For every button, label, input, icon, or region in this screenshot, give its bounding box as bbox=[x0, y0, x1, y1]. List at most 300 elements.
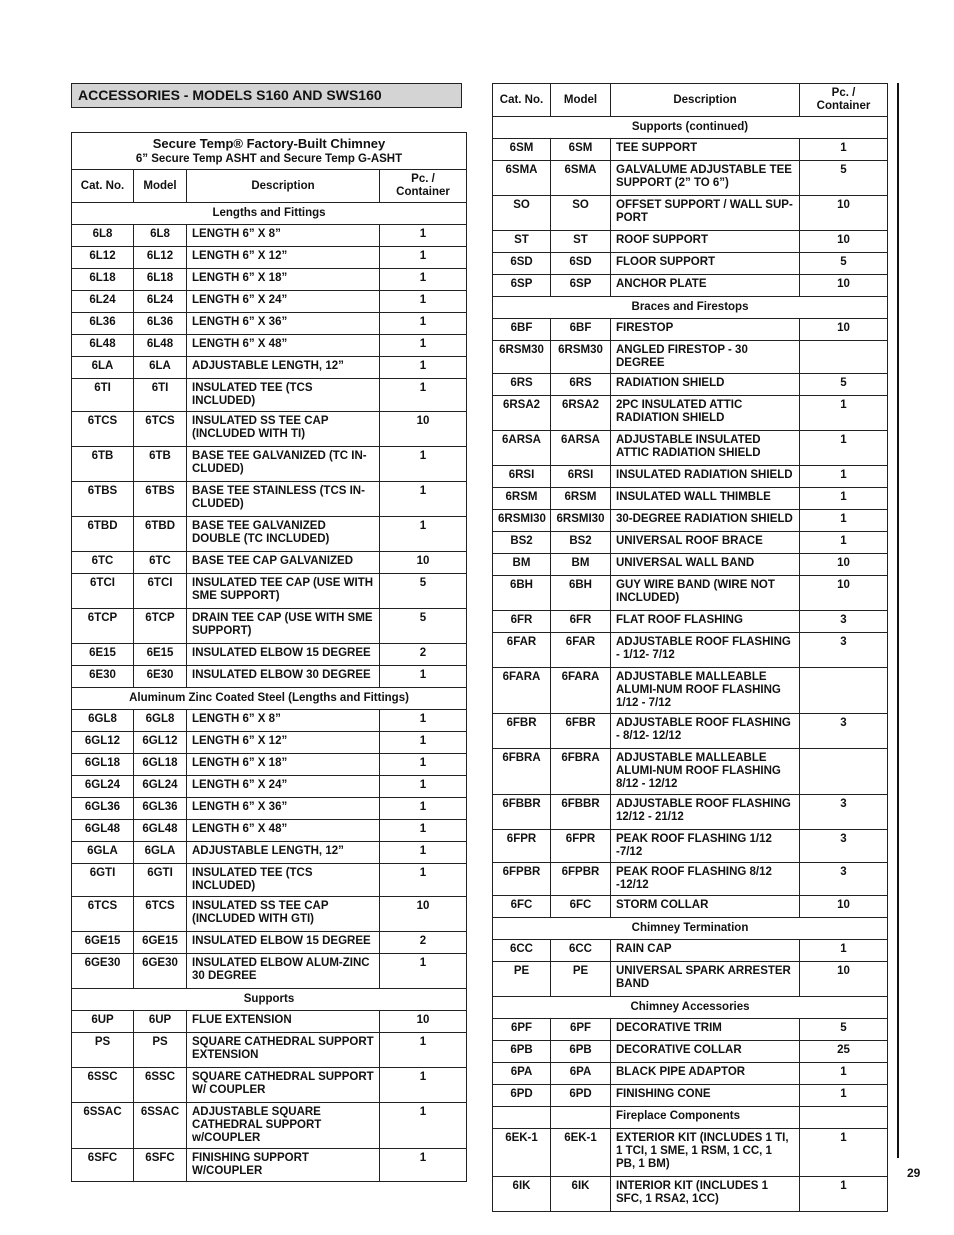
description-cell: DECORATIVE TRIM bbox=[611, 1019, 800, 1041]
table-row bbox=[72, 798, 467, 820]
description-cell: DRAIN TEE CAP (USE WITH SME SUPPORT) bbox=[187, 609, 380, 644]
model-cell: 6CC bbox=[551, 940, 611, 962]
description-cell: FLAT ROOF FLASHING bbox=[611, 611, 800, 633]
cat-no-cell: 6GL12 bbox=[72, 732, 134, 754]
cat-no-cell: 6E30 bbox=[72, 666, 134, 688]
section-row bbox=[493, 918, 888, 940]
model-cell: 6GE30 bbox=[134, 954, 187, 989]
description-cell: INTERIOR KIT (INCLUDES 1 SFC, 1 RSA2, 1CC) bbox=[611, 1177, 800, 1212]
section-row bbox=[493, 117, 888, 139]
cat-no-cell: 6IK bbox=[493, 1177, 551, 1212]
model-cell: 6GL18 bbox=[134, 754, 187, 776]
table-row bbox=[493, 319, 888, 341]
cat-no-cell: 6GL18 bbox=[72, 754, 134, 776]
table-row bbox=[493, 633, 888, 668]
table-row bbox=[72, 247, 467, 269]
pc-container-cell: 3 bbox=[800, 633, 888, 668]
pc-container-cell: 1 bbox=[380, 842, 467, 864]
model-cell: 6SMA bbox=[551, 161, 611, 196]
description-cell: 30-DEGREE RADIATION SHIELD bbox=[611, 510, 800, 532]
description-cell: UNIVERSAL SPARK ARRESTER BAND bbox=[611, 962, 800, 997]
pc-container-cell: 1 bbox=[800, 510, 888, 532]
header-pc-container: Pc. / Container bbox=[800, 84, 888, 117]
description-cell: LENGTH 6” X 36” bbox=[187, 313, 380, 335]
model-cell: 6L12 bbox=[134, 247, 187, 269]
table-row bbox=[493, 1107, 888, 1129]
description-cell: Fireplace Components bbox=[611, 1107, 800, 1129]
pc-container-cell: 1 bbox=[800, 431, 888, 466]
cat-no-cell: 6RSI bbox=[493, 466, 551, 488]
cat-no-cell: 6FAR bbox=[493, 633, 551, 668]
cat-no-cell: 6TBS bbox=[72, 482, 134, 517]
model-cell: 6RSI bbox=[551, 466, 611, 488]
pc-container-cell: 1 bbox=[800, 466, 888, 488]
section-label: Braces and Firestops bbox=[493, 297, 888, 319]
table-row bbox=[493, 1041, 888, 1063]
cat-no-cell: 6EK-1 bbox=[493, 1129, 551, 1177]
pc-container-cell: 5 bbox=[800, 253, 888, 275]
cat-no-cell: 6SSAC bbox=[72, 1103, 134, 1149]
cat-no-cell: 6L8 bbox=[72, 225, 134, 247]
section-label: Lengths and Fittings bbox=[72, 203, 467, 225]
model-cell: 6FPR bbox=[551, 830, 611, 863]
cat-no-cell: 6SM bbox=[493, 139, 551, 161]
pc-container-cell: 1 bbox=[800, 1129, 888, 1177]
model-cell: 6TCI bbox=[134, 574, 187, 609]
model-cell: 6TBD bbox=[134, 517, 187, 552]
cat-no-cell: 6BH bbox=[493, 576, 551, 611]
table-row bbox=[72, 335, 467, 357]
pc-container-cell: 10 bbox=[380, 552, 467, 574]
model-cell: 6RS bbox=[551, 374, 611, 396]
description-cell: ANCHOR PLATE bbox=[611, 275, 800, 297]
pc-container-cell: 1 bbox=[380, 357, 467, 379]
cat-no-cell: 6SSC bbox=[72, 1068, 134, 1103]
cat-no-cell: 6GL8 bbox=[72, 710, 134, 732]
pc-container-cell: 10 bbox=[800, 896, 888, 918]
section-row bbox=[72, 203, 467, 225]
cat-no-cell: 6RSM30 bbox=[493, 341, 551, 374]
cat-no-cell: BM bbox=[493, 554, 551, 576]
cat-no-cell: 6RS bbox=[493, 374, 551, 396]
cat-no-cell: ST bbox=[493, 231, 551, 253]
cat-no-cell: 6L36 bbox=[72, 313, 134, 335]
table-row bbox=[72, 269, 467, 291]
header-description: Description bbox=[611, 84, 800, 117]
table-row bbox=[493, 830, 888, 863]
cat-no-cell: 6TC bbox=[72, 552, 134, 574]
model-cell: 6L18 bbox=[134, 269, 187, 291]
table-row bbox=[493, 896, 888, 918]
description-cell: FLUE EXTENSION bbox=[187, 1011, 380, 1033]
description-cell: ADJUSTABLE SQUARE CATHEDRAL SUPPORT w/COUPLER bbox=[187, 1103, 380, 1149]
model-cell: PS bbox=[134, 1033, 187, 1068]
description-cell: GUY WIRE BAND (WIRE NOT INCLUDED) bbox=[611, 576, 800, 611]
pc-container-cell: 1 bbox=[380, 291, 467, 313]
pc-container-cell: 10 bbox=[800, 275, 888, 297]
description-cell: INSULATED ELBOW 15 DEGREE bbox=[187, 644, 380, 666]
model-cell: 6RSA2 bbox=[551, 396, 611, 431]
model-cell: 6SP bbox=[551, 275, 611, 297]
table-row bbox=[493, 253, 888, 275]
pc-container-cell: 1 bbox=[800, 532, 888, 554]
pc-container-cell: 2 bbox=[380, 932, 467, 954]
pc-container-cell bbox=[800, 1107, 888, 1129]
pc-container-cell: 1 bbox=[800, 1177, 888, 1212]
cat-no-cell: 6PB bbox=[493, 1041, 551, 1063]
model-cell: 6GE15 bbox=[134, 932, 187, 954]
description-cell: LENGTH 6” X 8” bbox=[187, 710, 380, 732]
pc-container-cell: 10 bbox=[380, 897, 467, 932]
table-row bbox=[493, 863, 888, 896]
description-cell: INSULATED TEE (TCS INCLUDED) bbox=[187, 864, 380, 897]
cat-no-cell: PE bbox=[493, 962, 551, 997]
pc-container-cell: 1 bbox=[380, 269, 467, 291]
description-cell: ADJUSTABLE INSULATED ATTIC RADIATION SHIELD bbox=[611, 431, 800, 466]
pc-container-cell: 1 bbox=[380, 666, 467, 688]
pc-container-cell: 5 bbox=[380, 574, 467, 609]
cat-no-cell: 6UP bbox=[72, 1011, 134, 1033]
cat-no-cell: SO bbox=[493, 196, 551, 231]
table-row bbox=[493, 668, 888, 714]
section-label: Chimney Termination bbox=[493, 918, 888, 940]
model-cell: 6GL24 bbox=[134, 776, 187, 798]
cat-no-cell: 6ARSA bbox=[493, 431, 551, 466]
description-cell: INSULATED TEE (TCS INCLUDED) bbox=[187, 379, 380, 412]
description-cell: ADJUSTABLE LENGTH, 12” bbox=[187, 357, 380, 379]
table-row bbox=[72, 776, 467, 798]
description-cell: ADJUSTABLE MALLEABLE ALUMI-NUM ROOF FLASHING 8/12 - 12/12 bbox=[611, 749, 800, 795]
table-row bbox=[493, 1085, 888, 1107]
table-row bbox=[72, 864, 467, 897]
header-cat-no: Cat. No. bbox=[72, 170, 134, 203]
description-cell: LENGTH 6” X 8” bbox=[187, 225, 380, 247]
cat-no-cell: 6FC bbox=[493, 896, 551, 918]
model-cell: 6FBR bbox=[551, 714, 611, 749]
description-cell: LENGTH 6” X 48” bbox=[187, 335, 380, 357]
description-cell: UNIVERSAL ROOF BRACE bbox=[611, 532, 800, 554]
cat-no-cell: 6E15 bbox=[72, 644, 134, 666]
table-row bbox=[72, 291, 467, 313]
table-row bbox=[72, 932, 467, 954]
cat-no-cell: 6GLA bbox=[72, 842, 134, 864]
model-cell: 6FC bbox=[551, 896, 611, 918]
cat-no-cell: 6CC bbox=[493, 940, 551, 962]
description-cell: ADJUSTABLE ROOF FLASHING - 1/12- 7/12 bbox=[611, 633, 800, 668]
model-cell: SO bbox=[551, 196, 611, 231]
pc-container-cell: 1 bbox=[380, 247, 467, 269]
description-cell: SQUARE CATHEDRAL SUPPORT W/ COUPLER bbox=[187, 1068, 380, 1103]
model-cell: 6LA bbox=[134, 357, 187, 379]
model-cell: 6TB bbox=[134, 447, 187, 482]
pc-container-cell: 3 bbox=[800, 714, 888, 749]
model-cell: 6BH bbox=[551, 576, 611, 611]
section-label: Chimney Accessories bbox=[493, 997, 888, 1019]
description-cell: INSULATED ELBOW 15 DEGREE bbox=[187, 932, 380, 954]
pc-container-cell: 1 bbox=[380, 379, 467, 412]
pc-container-cell: 1 bbox=[380, 732, 467, 754]
model-cell: 6PF bbox=[551, 1019, 611, 1041]
table-row bbox=[72, 225, 467, 247]
description-cell: INSULATED SS TEE CAP (INCLUDED WITH TI) bbox=[187, 412, 380, 447]
model-cell: 6BF bbox=[551, 319, 611, 341]
table-row bbox=[72, 1011, 467, 1033]
table-row bbox=[493, 374, 888, 396]
table-row bbox=[493, 962, 888, 997]
cat-no-cell: 6L18 bbox=[72, 269, 134, 291]
cat-no-cell: 6SP bbox=[493, 275, 551, 297]
model-cell: 6E15 bbox=[134, 644, 187, 666]
table-row bbox=[72, 732, 467, 754]
description-cell: FINISHING CONE bbox=[611, 1085, 800, 1107]
cat-no-cell: 6TCS bbox=[72, 897, 134, 932]
header-model: Model bbox=[551, 84, 611, 117]
table-row bbox=[493, 749, 888, 795]
model-cell: 6FAR bbox=[551, 633, 611, 668]
description-cell: BASE TEE GALVANIZED (TC IN-CLUDED) bbox=[187, 447, 380, 482]
cat-no-cell: 6TCP bbox=[72, 609, 134, 644]
pc-container-cell: 5 bbox=[380, 609, 467, 644]
table-row bbox=[72, 820, 467, 842]
section-row bbox=[493, 297, 888, 319]
pc-container-cell: 3 bbox=[800, 611, 888, 633]
table-row bbox=[493, 510, 888, 532]
table-row bbox=[493, 1063, 888, 1085]
table-row bbox=[72, 412, 467, 447]
cat-no-cell: 6SMA bbox=[493, 161, 551, 196]
section-label: Supports bbox=[72, 989, 467, 1011]
table-row bbox=[493, 554, 888, 576]
description-cell: SQUARE CATHEDRAL SUPPORT EXTENSION bbox=[187, 1033, 380, 1068]
table-subtitle: 6” Secure Temp ASHT and Secure Temp G-ASHT bbox=[135, 153, 403, 165]
description-cell: OFFSET SUPPORT / WALL SUP-PORT bbox=[611, 196, 800, 231]
table-row bbox=[72, 1033, 467, 1068]
cat-no-cell: PS bbox=[72, 1033, 134, 1068]
cat-no-cell: 6GL36 bbox=[72, 798, 134, 820]
cat-no-cell: 6TBD bbox=[72, 517, 134, 552]
cat-no-cell: 6PF bbox=[493, 1019, 551, 1041]
cat-no-cell: 6TB bbox=[72, 447, 134, 482]
model-cell: 6EK-1 bbox=[551, 1129, 611, 1177]
pc-container-cell: 10 bbox=[800, 196, 888, 231]
model-cell: 6L36 bbox=[134, 313, 187, 335]
cat-no-cell: 6RSMI30 bbox=[493, 510, 551, 532]
model-cell: ST bbox=[551, 231, 611, 253]
description-cell: LENGTH 6” X 48” bbox=[187, 820, 380, 842]
pc-container-cell: 10 bbox=[380, 1011, 467, 1033]
pc-container-cell: 10 bbox=[800, 319, 888, 341]
description-cell: ADJUSTABLE LENGTH, 12” bbox=[187, 842, 380, 864]
section-row bbox=[72, 989, 467, 1011]
cat-no-cell: 6FARA bbox=[493, 668, 551, 714]
header-model: Model bbox=[134, 170, 187, 203]
table-row bbox=[493, 396, 888, 431]
model-cell: 6L8 bbox=[134, 225, 187, 247]
description-cell: EXTERIOR KIT (INCLUDES 1 TI, 1 TCI, 1 SME, 1 RSM, 1 CC, 1 PB, 1 BM) bbox=[611, 1129, 800, 1177]
description-cell: INSULATED TEE CAP (USE WITH SME SUPPORT) bbox=[187, 574, 380, 609]
cat-no-cell: 6GE30 bbox=[72, 954, 134, 989]
pc-container-cell: 5 bbox=[800, 1019, 888, 1041]
header-row bbox=[493, 84, 888, 117]
table-row bbox=[72, 379, 467, 412]
description-cell: RADIATION SHIELD bbox=[611, 374, 800, 396]
pc-container-cell: 1 bbox=[380, 710, 467, 732]
pc-container-cell: 1 bbox=[380, 517, 467, 552]
description-cell: RAIN CAP bbox=[611, 940, 800, 962]
model-cell: 6TCS bbox=[134, 897, 187, 932]
description-cell: PEAK ROOF FLASHING 8/12 -12/12 bbox=[611, 863, 800, 896]
model-cell: 6PA bbox=[551, 1063, 611, 1085]
table-row bbox=[72, 954, 467, 989]
table-row bbox=[72, 897, 467, 932]
model-cell: 6UP bbox=[134, 1011, 187, 1033]
description-cell: BASE TEE CAP GALVANIZED bbox=[187, 552, 380, 574]
section-row bbox=[493, 997, 888, 1019]
cat-no-cell: 6RSA2 bbox=[493, 396, 551, 431]
model-cell: 6FBRA bbox=[551, 749, 611, 795]
description-cell: LENGTH 6” X 36” bbox=[187, 798, 380, 820]
table-row bbox=[493, 1019, 888, 1041]
table-row bbox=[493, 1177, 888, 1212]
table-row bbox=[493, 576, 888, 611]
model-cell: 6SSAC bbox=[134, 1103, 187, 1149]
table-row bbox=[493, 488, 888, 510]
pc-container-cell: 1 bbox=[800, 488, 888, 510]
model-cell: 6FR bbox=[551, 611, 611, 633]
cat-no-cell: 6SD bbox=[493, 253, 551, 275]
model-cell: BM bbox=[551, 554, 611, 576]
cat-no-cell: 6TI bbox=[72, 379, 134, 412]
pc-container-cell: 1 bbox=[380, 864, 467, 897]
table-row bbox=[72, 1103, 467, 1149]
table-row bbox=[72, 313, 467, 335]
model-cell: 6L48 bbox=[134, 335, 187, 357]
header-pc-container: Pc. / Container bbox=[380, 170, 467, 203]
cat-no-cell: 6GTI bbox=[72, 864, 134, 897]
cat-no-cell: 6FR bbox=[493, 611, 551, 633]
cat-no-cell: 6BF bbox=[493, 319, 551, 341]
pc-container-cell bbox=[800, 749, 888, 795]
model-cell: 6FBBR bbox=[551, 795, 611, 830]
cat-no-cell: 6RSM bbox=[493, 488, 551, 510]
model-cell: 6FARA bbox=[551, 668, 611, 714]
pc-container-cell: 10 bbox=[800, 231, 888, 253]
pc-container-cell: 1 bbox=[800, 396, 888, 431]
right-accessories-table bbox=[492, 83, 888, 1212]
pc-container-cell: 1 bbox=[380, 482, 467, 517]
description-cell: LENGTH 6” X 12” bbox=[187, 732, 380, 754]
pc-container-cell: 3 bbox=[800, 830, 888, 863]
table-row bbox=[72, 644, 467, 666]
table-row bbox=[72, 357, 467, 379]
pc-container-cell: 1 bbox=[380, 1103, 467, 1149]
pc-container-cell: 5 bbox=[800, 374, 888, 396]
description-cell: TEE SUPPORT bbox=[611, 139, 800, 161]
cat-no-cell: 6FBRA bbox=[493, 749, 551, 795]
description-cell: INSULATED WALL THIMBLE bbox=[611, 488, 800, 510]
table-row bbox=[493, 139, 888, 161]
model-cell: 6PD bbox=[551, 1085, 611, 1107]
table-row bbox=[493, 341, 888, 374]
model-cell: 6SD bbox=[551, 253, 611, 275]
description-cell: 2PC INSULATED ATTIC RADIATION SHIELD bbox=[611, 396, 800, 431]
model-cell: 6PB bbox=[551, 1041, 611, 1063]
model-cell: 6IK bbox=[551, 1177, 611, 1212]
cat-no-cell: 6GL24 bbox=[72, 776, 134, 798]
model-cell: 6GL48 bbox=[134, 820, 187, 842]
left-accessories-table bbox=[71, 132, 467, 1182]
cat-no-cell: 6L24 bbox=[72, 291, 134, 313]
description-cell: INSULATED SS TEE CAP (INCLUDED WITH GTI) bbox=[187, 897, 380, 932]
table-row bbox=[72, 517, 467, 552]
section-label: Aluminum Zinc Coated Steel (Lengths and Fittings) bbox=[72, 688, 467, 710]
table-row bbox=[72, 666, 467, 688]
table-row bbox=[72, 1068, 467, 1103]
table-title-cell bbox=[72, 133, 467, 170]
table-row bbox=[493, 1129, 888, 1177]
pc-container-cell: 3 bbox=[800, 795, 888, 830]
description-cell: LENGTH 6” X 18” bbox=[187, 269, 380, 291]
cat-no-cell: 6FPBR bbox=[493, 863, 551, 896]
model-cell: BS2 bbox=[551, 532, 611, 554]
cat-no-cell: BS2 bbox=[493, 532, 551, 554]
description-cell: FLOOR SUPPORT bbox=[611, 253, 800, 275]
cat-no-cell: 6GL48 bbox=[72, 820, 134, 842]
cat-no-cell: 6SFC bbox=[72, 1149, 134, 1182]
cat-no-cell: 6TCI bbox=[72, 574, 134, 609]
model-cell: 6SM bbox=[551, 139, 611, 161]
description-cell: PEAK ROOF FLASHING 1/12 -7/12 bbox=[611, 830, 800, 863]
model-cell: 6SFC bbox=[134, 1149, 187, 1182]
pc-container-cell: 3 bbox=[800, 863, 888, 896]
pc-container-cell: 2 bbox=[380, 644, 467, 666]
description-cell: ROOF SUPPORT bbox=[611, 231, 800, 253]
cat-no-cell: 6L48 bbox=[72, 335, 134, 357]
pc-container-cell: 10 bbox=[800, 962, 888, 997]
model-cell: 6GL36 bbox=[134, 798, 187, 820]
cat-no-cell: 6FBR bbox=[493, 714, 551, 749]
model-cell: 6GL12 bbox=[134, 732, 187, 754]
table-row bbox=[72, 710, 467, 732]
pc-container-cell: 10 bbox=[800, 554, 888, 576]
table-row bbox=[72, 1149, 467, 1182]
pc-container-cell: 1 bbox=[380, 754, 467, 776]
model-cell: PE bbox=[551, 962, 611, 997]
pc-container-cell bbox=[800, 341, 888, 374]
pc-container-cell: 1 bbox=[800, 139, 888, 161]
pc-container-cell: 1 bbox=[380, 1068, 467, 1103]
section-title: ACCESSORIES - MODELS S160 AND SWS160 bbox=[71, 83, 462, 108]
cat-no-cell: 6FBBR bbox=[493, 795, 551, 830]
model-cell: 6RSMI30 bbox=[551, 510, 611, 532]
model-cell: 6GLA bbox=[134, 842, 187, 864]
table-row bbox=[493, 275, 888, 297]
cat-no-cell: 6L12 bbox=[72, 247, 134, 269]
description-cell: LENGTH 6” X 24” bbox=[187, 776, 380, 798]
model-cell: 6GL8 bbox=[134, 710, 187, 732]
cat-no-cell: 6TCS bbox=[72, 412, 134, 447]
description-cell: GALVALUME ADJUSTABLE TEE SUPPORT (2” TO 6”) bbox=[611, 161, 800, 196]
model-cell: 6E30 bbox=[134, 666, 187, 688]
model-cell: 6TCP bbox=[134, 609, 187, 644]
pc-container-cell: 5 bbox=[800, 161, 888, 196]
table-row bbox=[493, 431, 888, 466]
model-cell: 6SSC bbox=[134, 1068, 187, 1103]
pc-container-cell: 1 bbox=[380, 335, 467, 357]
description-cell: DECORATIVE COLLAR bbox=[611, 1041, 800, 1063]
table-row bbox=[72, 609, 467, 644]
model-cell: 6TBS bbox=[134, 482, 187, 517]
